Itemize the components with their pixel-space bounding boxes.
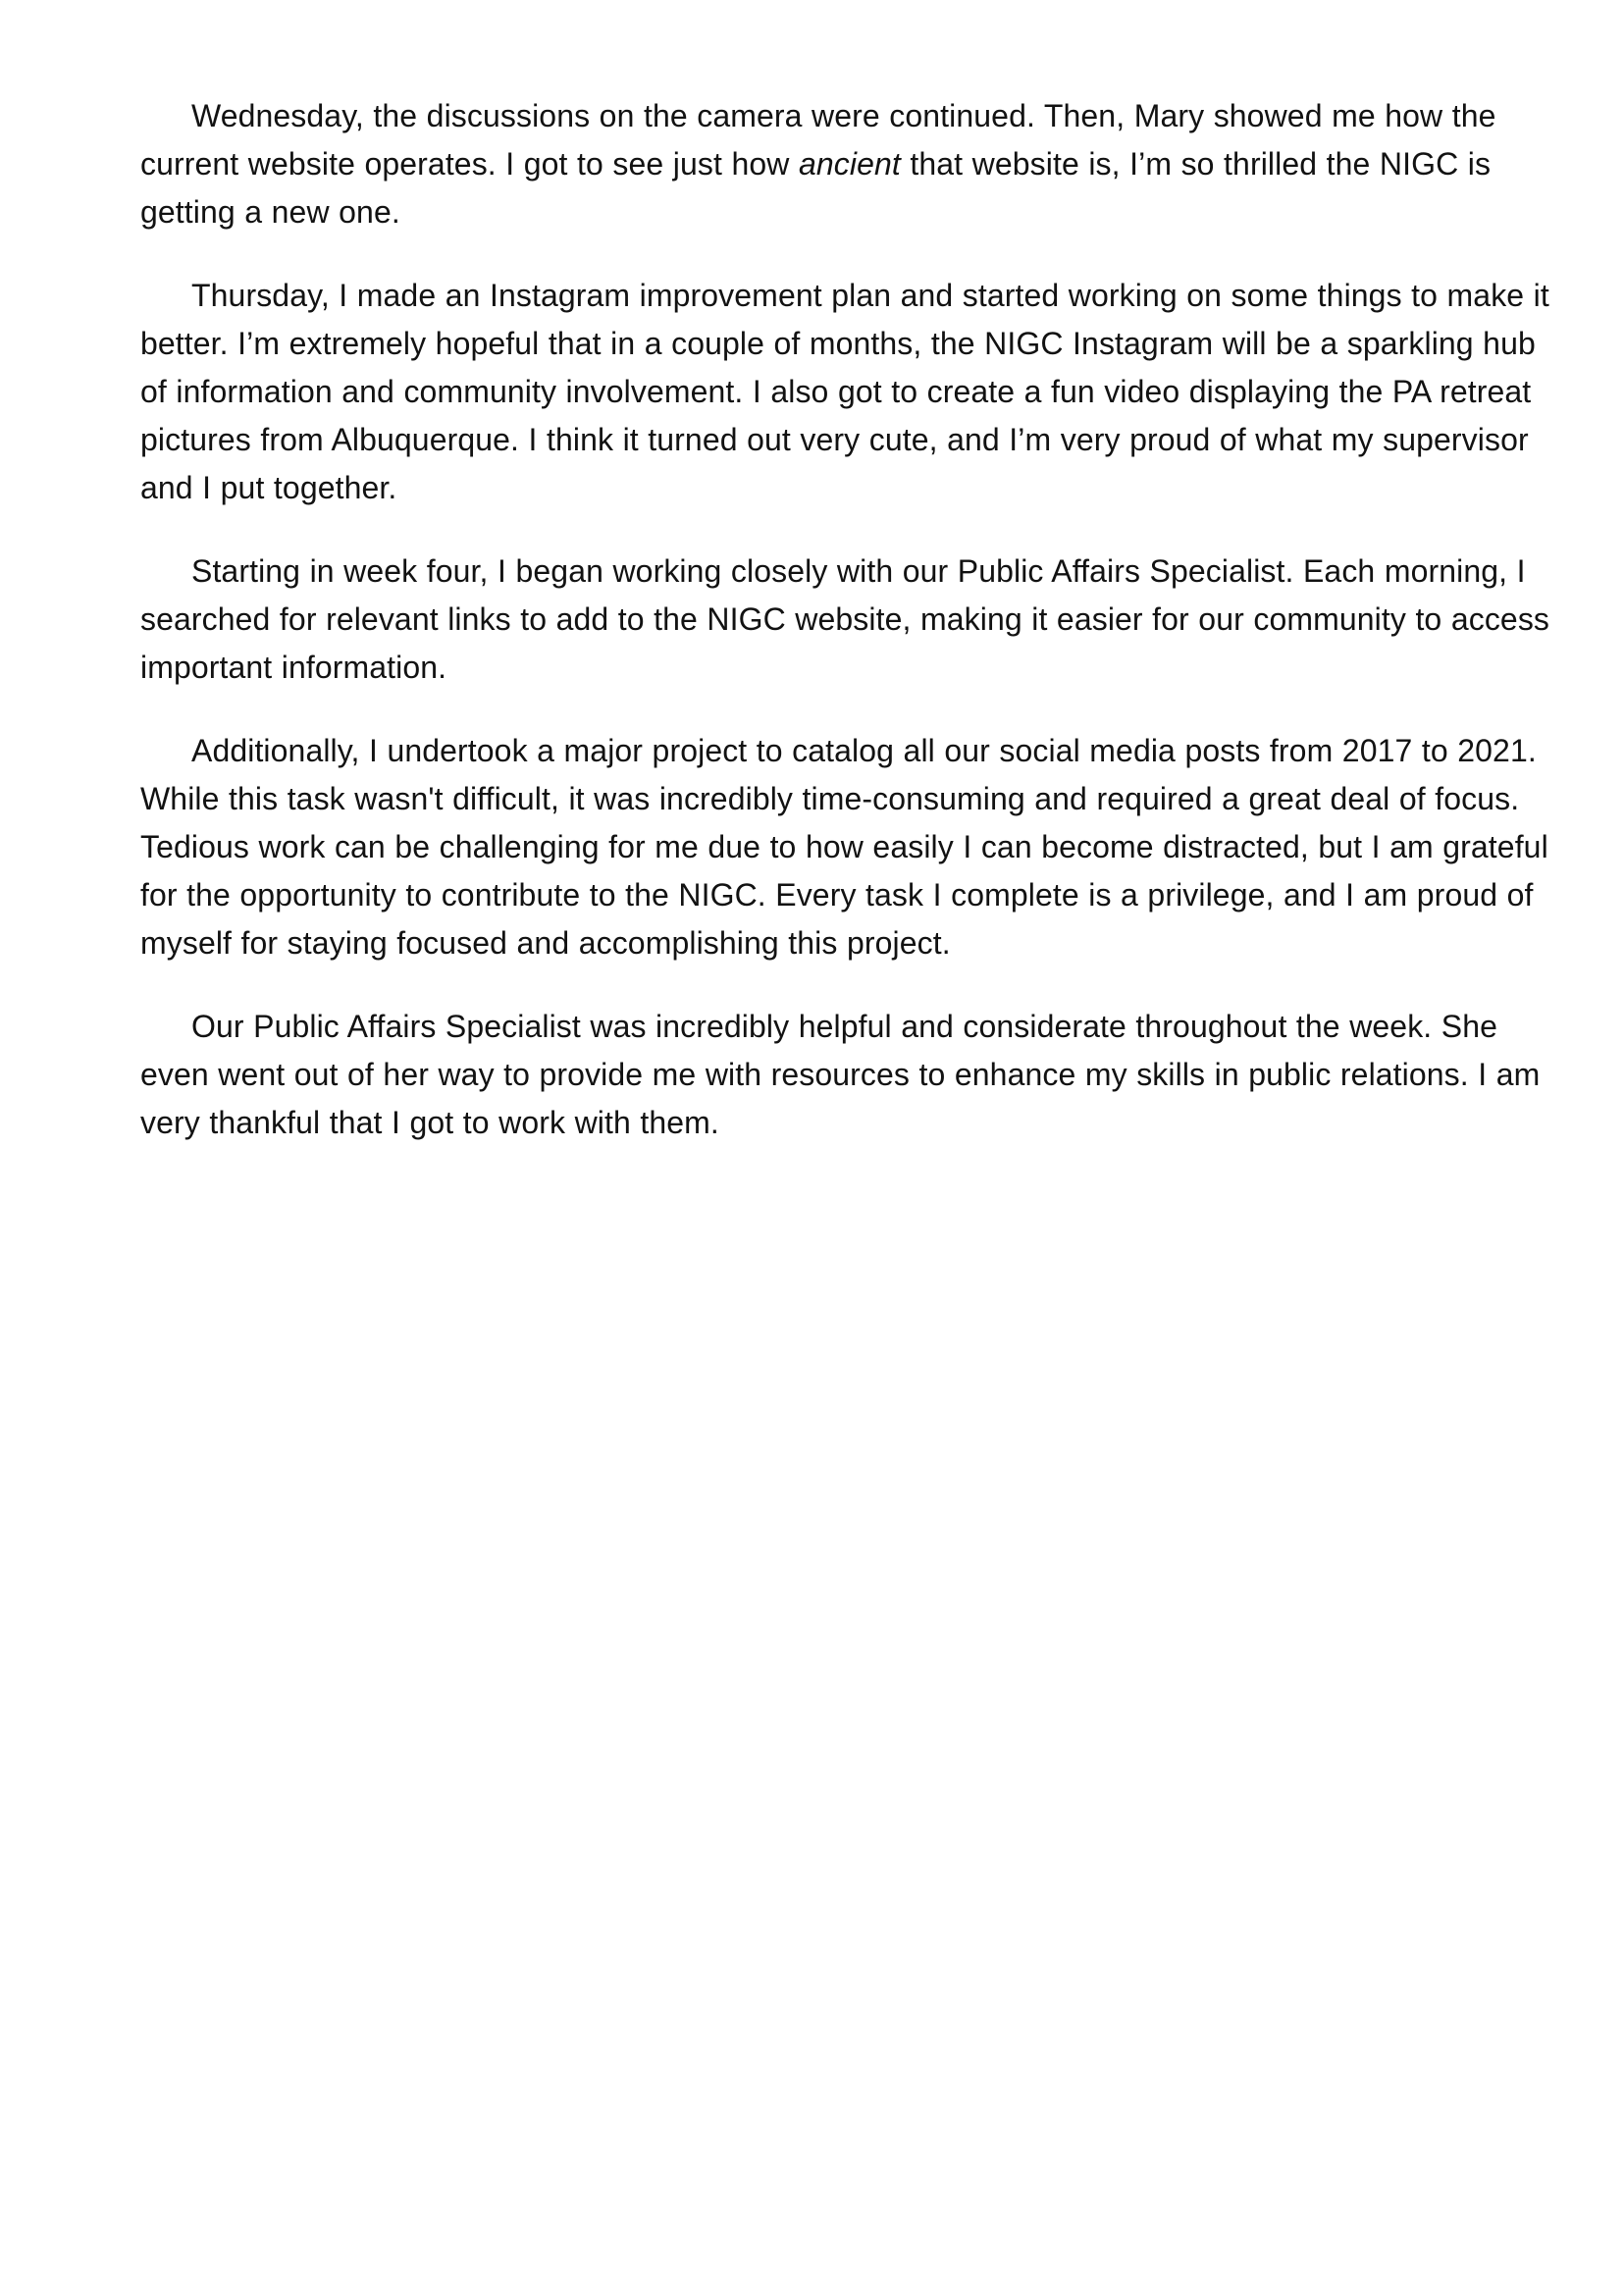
paragraph-catalog-project: Additionally, I undertook a major project to catalog all our social media posts from 2017 to 2021. While this task wasn't difficult, it was incredibly time-consuming and required a great deal of focus. Tedious work can be challenging for me due to how easily I can become distracted, but I am grateful for the opportunity to contribute to the NIGC. Every task I complete is a privilege, and I am proud of myself for staying focused and accomplishing this project.	[140, 733, 1548, 961]
paragraph-wednesday	[140, 92, 1553, 236]
paragraph-thursday: Thursday, I made an Instagram improvement plan and started working on some things to make it better. I’m extremely hopeful that in a couple of months, the NIGC Instagram will be a sparkling hub of information and community involvement. I also got to create a fun video displaying the PA retreat pictures from Albuquerque. I think it turned out very cute, and I’m very proud of what my supervisor and I put together.	[140, 278, 1549, 505]
italic-word-ancient: ancient	[799, 146, 901, 182]
paragraph-pa-specialist: Our Public Affairs Specialist was incredibly helpful and considerate throughout the week. She even went out of her way to provide me with resources to enhance my skills in public relations. I am very thankful that I got to work with them.	[140, 1009, 1541, 1140]
paragraph-week-four: Starting in week four, I began working closely with our Public Affairs Specialist. Each morning, I searched for relevant links to add to the NIGC website, making it easier for our community to access important information.	[140, 553, 1550, 685]
text-run: that website is, I’m so thrilled the NIGC is getting a new one.	[140, 146, 1492, 230]
text-run: Wednesday, the discussions on the camera were continued. Then, Mary showed me how the current website operates. I got to see just how	[140, 98, 1496, 182]
document-page	[0, 0, 1624, 1147]
